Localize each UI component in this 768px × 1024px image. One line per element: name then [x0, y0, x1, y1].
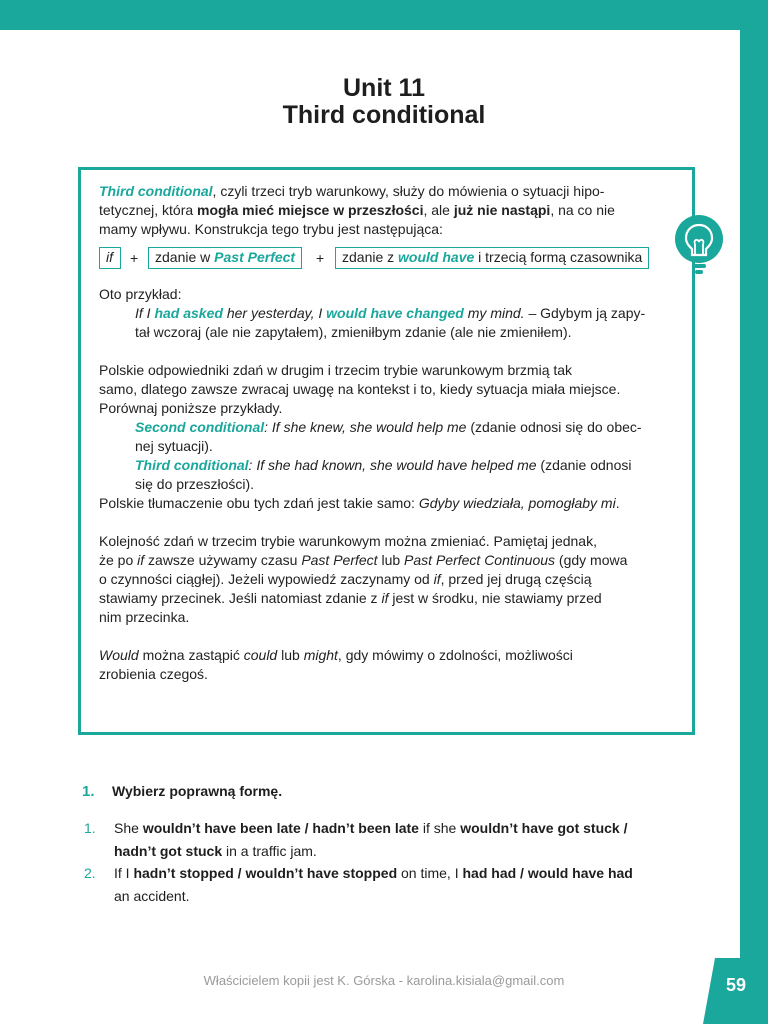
lightbulb-icon — [674, 214, 724, 280]
example-paragraph: Oto przykład: If I had asked her yesterday, I would have changed my mind. – Gdybym ją zapy- tał wczoraj (ale nie zapytałem), zmieniłbym zdanie (ale nie zmieniłem). — [99, 286, 646, 340]
third-conditional-example: Third conditional: If she had known, she would have helped me (zdanie odnosi — [135, 457, 632, 473]
formula-if-box: if — [99, 247, 121, 269]
term-third-conditional: Third conditional — [99, 183, 213, 199]
exercise-instruction: Wybierz poprawną formę. — [112, 783, 283, 799]
exercise-number: 1. — [82, 783, 95, 800]
unit-number: Unit 11 — [343, 74, 425, 102]
page-title: Third conditional — [282, 101, 486, 129]
page-number: 59 — [725, 975, 747, 995]
grammar-box — [78, 167, 695, 735]
formula-past-perfect-box: zdanie w Past Perfect — [148, 247, 302, 269]
exercise-item-1-cont: hadn’t got stuck in a traffic jam. — [114, 843, 317, 859]
modals-paragraph: Would można zastąpić could lub might, gdy mówimy o zdolności, możliwości zrobienia czegoś. — [99, 647, 573, 682]
intro-paragraph: Third conditional, czyli trzeci tryb warunkowy, służy do mówienia o sytuacji hipo- tetycznej, która mogła mieć miejsce w przeszłości, ale już nie nastąpi, na co nie mamy wpływu. Konstrukcja tego trybu jest następująca: — [99, 183, 615, 237]
copyright-footer: Właścicielem kopii jest K. Górska - karolina.kisiala@gmail.com — [203, 973, 565, 988]
comparison-paragraph: Polskie odpowiedniki zdań w drugim i trzecim trybie warunkowym brzmią tak samo, dlatego zawsze zwracaj uwagę na kontekst i to, kiedy sytuacja miała miejsce. Porównaj poniższe przykłady. Second conditional: If she knew, she would help me (zdanie odnosi się do obec- nej sytuacji). Third conditional: If she had known, she would have helped me (zdanie odnosi się do przeszłości). Polskie tłumaczenie obu tych zdań jest takie samo: Gdyby wiedziała, pomogłaby mi. — [99, 361, 677, 513]
side-accent-bar — [740, 30, 768, 1024]
formula-would-have-box: zdanie z would have i trzecią formą czasownika — [335, 247, 649, 269]
second-conditional-example: Second conditional: If she knew, she would help me (zdanie odnosi się do obec- — [135, 419, 642, 435]
grammar-box-content — [99, 182, 677, 684]
exercise-heading — [82, 783, 282, 800]
formula-plus-1: + — [130, 250, 139, 266]
exercise-item-2: 2. If I hadn’t stopped / wouldn’t have stopped on time, I had had / would have had — [84, 865, 633, 881]
formula-plus-2: + — [316, 250, 325, 266]
construction-formula — [99, 247, 677, 271]
exercise-item-1: 1. She wouldn’t have been late / hadn’t been late if she wouldn’t have got stuck / — [84, 820, 628, 836]
word-order-paragraph: Kolejność zdań w trzecim trybie warunkowym można zmieniać. Pamiętaj jednak, że po if zawsze używamy czasu Past Perfect lub Past Perfect Continuous (gdy mowa o czynności ciągłej). Jeżeli wypowiedź zaczynamy od if, przed jej drugą częścią stawiamy przecinek. Jeśli natomiast zdanie z if jest w środku, nie stawiamy przed nim przecinka. — [99, 533, 628, 625]
exercise-item-2-cont: an accident. — [114, 888, 190, 904]
top-accent-bar — [0, 0, 768, 30]
